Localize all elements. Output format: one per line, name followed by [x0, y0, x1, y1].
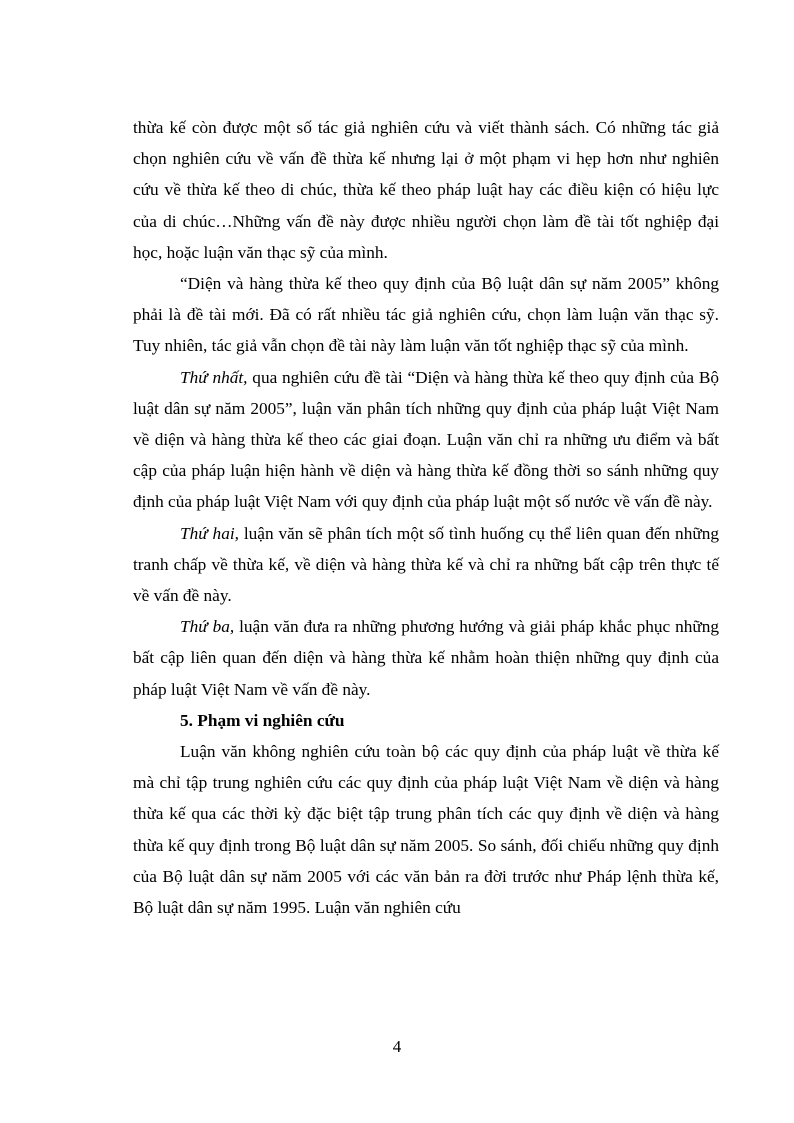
- section-heading: 5. Phạm vi nghiên cứu: [180, 710, 345, 730]
- paragraph-3-lead: Thứ nhất,: [180, 367, 248, 387]
- section-paragraph-text: Luận văn không nghiên cứu toàn bộ các quy định của pháp luật về thừa kế mà chỉ tập trung nghiên cứu các quy định của pháp luật Việt Nam về diện và hàng thừa kế qua các thời kỳ đặc biệt tập trung phân tích các quy định về diện và hàng thừa kế quy định trong Bộ luật dân sự năm 2005. So sánh, đối chiếu những quy định của Bộ luật dân sự năm 2005 với các văn bản ra đời trước như Pháp lệnh thừa kế, Bộ luật dân sự năm 1995. Luận văn nghiên cứu: [133, 742, 719, 918]
- paragraph-3-text: qua nghiên cứu đề tài “Diện và hàng thừa kế theo quy định của Bộ luật dân sự năm 2005”, luận văn phân tích những quy định của pháp luật Việt Nam về diện và hàng thừa kế theo các giai đoạn. Luận văn chỉ ra những ưu điểm và bất cập của pháp luận hiện hành về diện và hàng thừa kế đồng thời so sánh những quy định của pháp luật Việt Nam với quy định của pháp luật một số nước về vấn đề này.: [133, 367, 719, 512]
- paragraph-5: [133, 611, 719, 705]
- paragraph-5-lead: Thứ ba,: [180, 617, 235, 637]
- paragraph-2: [133, 268, 719, 362]
- paragraph-1: [133, 112, 719, 268]
- paragraph-4-lead: Thứ hai,: [180, 523, 239, 543]
- paragraph-4-text: luận văn sẽ phân tích một số tình huống cụ thể liên quan đến những tranh chấp về thừa kế, về diện và hàng thừa kế và chỉ ra những bất cập trên thực tế về vấn đề này.: [133, 523, 719, 606]
- section-paragraph: [133, 736, 719, 923]
- body-text: [133, 112, 719, 923]
- paragraph-2-text: “Diện và hàng thừa kế theo quy định của Bộ luật dân sự năm 2005” không phải là đề tài mới. Đã có rất nhiều tác giả nghiên cứu, chọn làm luận văn thạc sỹ. Tuy nhiên, tác giả vẫn chọn đề tài này làm luận văn tốt nghiệp thạc sỹ của mình.: [133, 274, 719, 356]
- paragraph-1-text: thừa kế còn được một số tác giả nghiên cứu và viết thành sách. Có những tác giả chọn nghiên cứu về vấn đề thừa kế nhưng lại ở một phạm vi hẹp hơn như nghiên cứu về thừa kế theo di chúc, thừa kế theo pháp luật hay các điều kiện có hiệu lực của di chúc…Những vấn đề này được nhiều người chọn làm đề tài tốt nghiệp đại học, hoặc luận văn thạc sỹ của mình.: [133, 118, 719, 262]
- paragraph-3: [133, 362, 719, 518]
- page-number: 4: [392, 1037, 402, 1056]
- paragraph-4: [133, 518, 719, 612]
- paragraph-5-text: luận văn đưa ra những phương hướng và giải pháp khắc phục những bất cập liên quan đến diện và hàng thừa kế nhằm hoàn thiện những quy định của pháp luật Việt Nam về vấn đề này.: [133, 617, 719, 699]
